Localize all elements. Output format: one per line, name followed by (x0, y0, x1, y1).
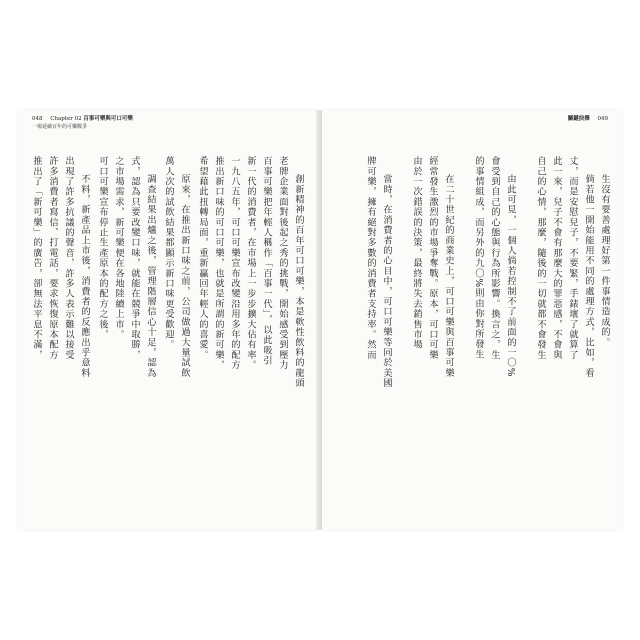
text-column: 倘若他一開始能用不同的處理方式，比如，看 (583, 174, 594, 378)
text-column: 牌可樂，擁有絕對多數的消費者支持率。然而 (365, 156, 376, 360)
left-page (18, 110, 318, 530)
text-column: 的事情組成，而另外的九〇%則由你對所發生 (473, 156, 484, 360)
chapter-title: 百事可樂與可口可樂 (83, 116, 133, 122)
chapter-subtitle: 一場延續百年的可樂戰爭 (32, 123, 88, 130)
left-page-body (28, 156, 306, 514)
text-column: 式，認為只要改變口味，就能在競爭中取勝， (129, 156, 140, 360)
text-column: 推出了「新可樂」的廣告，卻無法平息不滿， (31, 156, 42, 360)
paragraph-break (456, 156, 470, 514)
text-column: 老牌企業面對後起之秀的挑戰，開始感受到壓力 (277, 156, 288, 371)
text-column: 由於一次錯誤的決策，最終將失去銷售市場 (411, 156, 422, 350)
right-page-header (568, 116, 608, 124)
text-column: 生沒有要善處理好第一件事情造成的。 (599, 174, 610, 348)
section-title: 關鍵抉擇 (567, 116, 590, 122)
text-column: 丈，而是安慰兒子，不要緊，手錶壞了就算了 (567, 156, 578, 360)
text-column: 許多消費者寫信、打電話，要求恢復原本配方 (47, 156, 58, 360)
text-column: 原來，在推出新口味之前，公司做過大量試飲 (179, 174, 190, 378)
text-column: 萬人次的試飲結果都顯示新口味更受歡迎。 (163, 156, 174, 350)
paragraph-break (394, 156, 408, 514)
text-column: 希望藉此扭轉局面，重新贏回年輕人的喜愛。 (197, 156, 208, 360)
paragraph-break (518, 156, 532, 514)
text-column: 調查結果出爐之後，管理階層信心十足，認為 (145, 174, 156, 378)
right-page (322, 110, 622, 530)
text-column: 當時，在消費者的心目中，可口可樂等同於美國 (381, 174, 392, 389)
chapter-label: Chapter 02 (50, 116, 82, 122)
text-column: 之市場需求，新可樂便在各地陸續上市。 (113, 156, 124, 340)
text-column: 可口可樂宣布停止生產原本的配方之後， (97, 156, 108, 340)
text-column: 此一來，兒子不會有那麼大的罪惡感，不會與 (551, 156, 562, 360)
text-column: 出現了許多抗議的聲音，許多人表示難以接受 (63, 156, 74, 360)
text-column: 由此可見，一個人倘若控制不了前面的一〇% (505, 174, 516, 378)
text-column: 一九八五年，可口可樂宣布改變沿用多年的配方 (229, 156, 240, 371)
text-column: 經常發生激烈的市場爭奪戰。原本，可口可樂 (427, 156, 438, 360)
right-page-body (334, 156, 612, 514)
right-page-number: 049 (597, 116, 608, 122)
text-column: 在二十世紀的商業史上，可口可樂與百事可樂 (443, 174, 454, 378)
text-column: 會受到自己的心態與行為所影響。換言之，生 (489, 156, 500, 360)
text-column: 不料，新產品上市後，消費者的反應出乎意料 (79, 174, 90, 378)
text-column: 百事可樂把年輕人稱作「百事一代」，以此吸引 (261, 156, 272, 366)
text-column: 創新精神的百年可口可樂，本是軟性飲料的龍頭 (293, 174, 304, 389)
left-page-number: 048 (32, 116, 43, 122)
text-column: 新一代的消費者，在市場上一步步擴大佔有率。 (245, 156, 256, 371)
text-column: 推出新口味的可口可樂，也就是所謂的新可樂， (213, 156, 224, 371)
text-column: 自己的心情，那麼，隨後的一切就都不會發生 (535, 156, 546, 360)
left-page-header (32, 116, 133, 131)
